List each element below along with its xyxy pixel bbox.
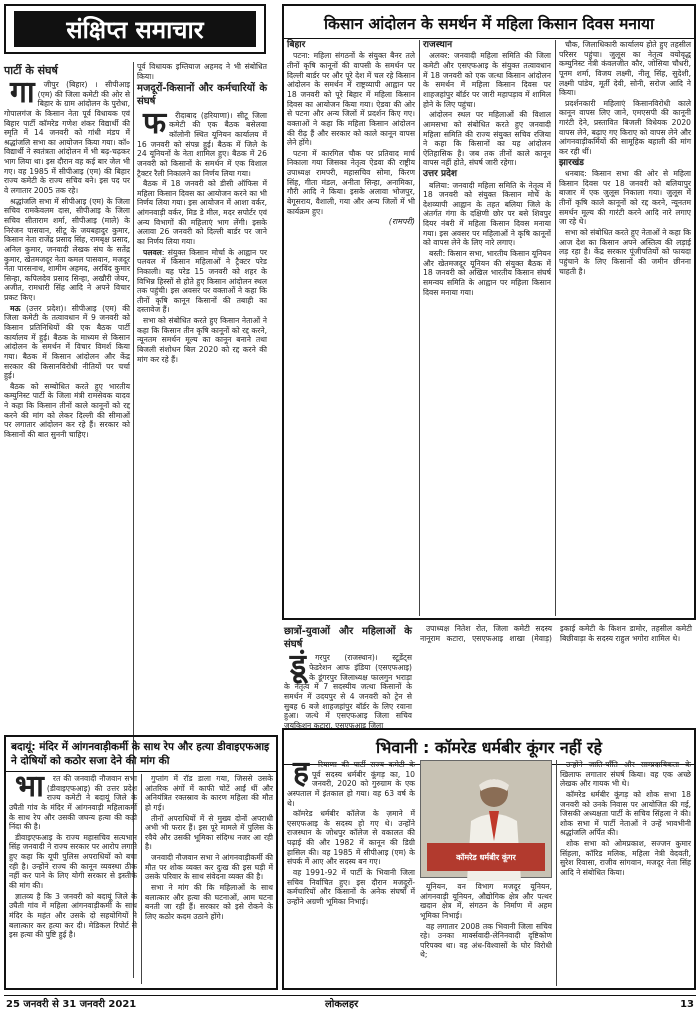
student-paragraph: डूं गरपुर (राजस्थान)। स्टूडेंट्स फेडरेशन आफ इंडिया (एसएफआइ) के डूंगरपुर जिलाध्यक्ष फालगुन भराड़ा के नेतृत्व में 7 सदस्यीय जत्था किसानों के समर्थन में उदयपुर से 4 जनवरी को ट्रेन से सुबह 6 बजे शाहजहांपुर बॉर्डर के लिए रवाना हुआ। जत्थे में एसएफआइ जिला सचिव जयकिशन कटारा, एसएफआइ जिला [284, 648, 412, 730]
budaun-title: बदायूं: मंदिर में आंगनवाड़ीकर्मी के साथ रेप और हत्या डीवाइएफआइ ने दोषियों को कठोर सजा देने की मांग की [6, 737, 276, 772]
brief2-paragraph: फ रीदाबाद (हरियाणा)। सीटू जिला कमेटी की एक बैठक बसेलवा कॉलोनी स्थित यूनियन कार्यालय में 16 जनवरी को संपन्न हुई। बैठक में जिले के 24 यूनियनों के नेता शामिल हुए। बैठक में 26 जनवरी को किसानों के समर्थन में एक विशाल ट्रैक्टर रैली निकालने का निर्णय लिया गया। [137, 105, 267, 178]
budaun-col-2 [145, 774, 273, 984]
main-col2-paragraph-2: आंदोलन स्थल पर महिलाओं की विशाल आमसभा को संबोधित करते हुए जनवादी महिला समिति की राज्य संयुक्त सचिव रजिया ने कहा कि किसानों का यह आंदोलन ऐतिहासिक है। जब तक तीनों काले कानून वापस नहीं होते, संघर्ष जारी रहेगा। [423, 110, 551, 168]
main-col2-place: राजस्थान [423, 40, 453, 50]
bhiwani-col-3 [560, 760, 691, 986]
brief1-heading: पार्टी के संघर्ष [4, 64, 58, 77]
footer-date: 25 जनवरी से 31 जनवरी 2021 [6, 999, 137, 1010]
brief2-dropcap: फ [143, 105, 167, 141]
budaun-paragraph-2: डीवाइएफआइ के राज्य महासचिव सत्यभान सिंह जनवादी ने राज्य सरकार पर आरोप लगाते हुए कहा कि यूपी पुलिस अपराधियों को बचा रही है। उन्होंने राज्य की कानून व्यवस्था ठीक नहीं कर पाने के लिए योगी सरकार से इस्तीफे की मांग की। [9, 832, 137, 891]
student-heading: छात्रों-युवाओं और महिलाओं के संघर्ष [284, 626, 412, 650]
column-divider [419, 40, 420, 616]
photo-caption: कॉमरेड धर्मबीर कूंगर [427, 843, 545, 871]
bhiwani-paragraph-7: कॉमरेड धर्मबीर कूंगड़ को शोक सभा 18 जनवरी को उनके निवास पर आयोजित की गई, जिसकी अध्यक्षता पार्टी के सचिव सिंहला ने की। शोक सभा में पार्टी नेताओं ने उन्हें भावभीनी श्रद्धांजलि अर्पित की। [560, 789, 691, 838]
budaun-paragraph-7: सभा ने मांग की कि महिलाओं के साथ बलात्कार और हत्या की घटनाओं, आम घटना बनती जा रही हैं। सरकार को इसे रोकने के लिए कठोर कदम उठाने होंगे। [145, 883, 273, 921]
main-col1-paragraph: पटना: महिला संगठनों के संयुक्त बैनर तले तीनों कृषि कानूनों की वापसी के समर्थन पर दिल्ली बार्डर पर और पूरे देश में चल रहे किसान आंदोलन के समर्थन में राष्ट्रव्यापी आह्वान पर 18 जनवरी को पूरे बिहार में महिला किसान दिवस का आयोजन किया गया। ऐडवा की ओर से पटना और अन्य जिलों में प्रदर्शन किए गए। वक्ताओं ने कहा कि महिला किसान आंदोलन की रीढ़ हैं और सरकार को काले कानून वापस लेने होंगे। [287, 51, 415, 148]
column-divider [556, 760, 557, 986]
column-divider [555, 40, 556, 616]
footer-page: 13 [680, 999, 694, 1010]
main-col2-paragraph: अलवर: जनवादी महिला समिति की जिला कमेटी और एसएफआइ के संयुक्त तत्वावधान में 18 जनवरी को एक जत्था किसान आंदोलन के समर्थन में महिला किसान दिवस पर शाहजहांपुर बॉर्डर पर जारी महापड़ाव में शामिल होने के लिए पहुंचा। [423, 51, 551, 109]
section-header [4, 4, 266, 54]
main-col2-paragraph-3: बलिया: जनवादी महिला समिति के नेतृत्व में 18 जनवरी को संयुक्त किसान मोर्चे के देशव्यापी आह्वान के तहत बलिया जिले के अंतर्गत गंगा के दक्षिणी छोर पर बसे शिवपुर दियर नंबरी में महिला किसान दिवस मनाया गया। इस अवसर पर महिलाओं ने कृषि कानूनों को वापस लेने के लिए नारे लगाए। [423, 180, 551, 248]
budaun-dropcap: भा [15, 769, 44, 804]
brief2-heading: मजदूरों-किसानों और कर्मचारियों के संघर्ष [137, 83, 267, 107]
main-col-2 [423, 40, 551, 616]
main-story-title: किसान आंदोलन के समर्थन में महिला किसान दिवस मनाया [284, 6, 694, 39]
section-title: संक्षिप्त समाचार [14, 11, 256, 47]
main-col3-paragraph-4: सभा को संबोधित करते हुए नेताओं ने कहा कि आज देश का किसान अपने अस्तित्व की लड़ाई लड़ रहा है। केंद्र सरकार पूंजीपतियों को फायदा पहुंचाने के लिए किसानों की जमीन छीनना चाहती है। [559, 227, 691, 276]
brief1-paragraph-3: मऊ (उत्तर प्रदेश)। सीपीआइ (एम) की जिला कमेटी के तत्वावधान में 9 जनवरी को किसान प्रतिनिधियों की एक बैठक पार्टी कार्यालय में हुई। बैठक के माध्यम से किसान आंदोलन के समर्थन में विचार विमर्श किया गया। बैठक में किसान आंदोलन और केंद्र सरकार की किसानविरोधी नीतियों पर चर्चा हुई। [4, 303, 130, 381]
brief2-paragraph-2: बैठक में 18 जनवरी को डीसी ऑफिस में महिला किसान दिवस का आयोजन करने का भी निर्णय लिया गया। इस आयोजन में आशा वर्कर, आंगनवाड़ी वर्कर, मिड डे मील, मदर सपोर्टर एवं अन्य विभागों की महिलाएं भाग लेंगी। इसके अलावा 26 जनवरी को दिल्ली बार्डर पर जाने का निर्णय लिया गया। [137, 179, 267, 246]
budaun-paragraph-5: तीनों अपराधियों में से मुख्य दोनों अपराधी अभी भी फरार हैं। इस पूरे मामले में पुलिस के रवैये और उसकी भूमिका संदिग्ध नजर आ रही है। [145, 813, 273, 852]
main-col2-place-2: उत्तर प्रदेश [423, 169, 457, 180]
student-paragraph-2: उपाध्यक्ष नितेश रोत, जिला कमेटी सदस्य नानूराम कटारा, एसएफआइ शाखा (मेवाड़) इकाई कमेटी के किशन डामोर, तहसील कमेटी बिछीवाड़ा के सदस्य राहुल भगोरा शामिल थे। [420, 624, 692, 643]
bhiwani-photo [420, 760, 552, 878]
main-col3-place: झारखंड [559, 157, 584, 168]
bhiwani-paragraph-6: उन्होंने जाति-पाँति और साम्प्रदायिकता के खिलाफ लगातार संघर्ष किया। वह एक अच्छे लेखक और गायक भी थे। [560, 760, 691, 789]
main-col3-paragraph: चौक, जिलाधिकारी कार्यालय होते हुए तहसील परिसर पहुंचा। जुलूस का नेतृत्व वयोवृद्ध कम्युनिस्ट नेत्री कंवलजीत कौर, जोसिया चौधरी, पूनम शर्मा, विजय लक्ष्मी, नीलू सिंह, सुदेशी, लक्ष्मी पांडेय, मूर्ती देवी, सोनी, सरोज आदि ने किया। [559, 40, 691, 98]
budaun-paragraph: भा रत की जनवादी नौजवान सभा (डीवाइएफआइ) की उत्तर प्रदेश राज्य कमेटी ने बदायूं जिले के उघैती गांव के मंदिर में आंगनवाड़ी महिलाकर्मी के साथ रेप और उसकी जघन्य हत्या की कड़ी निंदा की है। [9, 769, 137, 832]
bhiwani-paragraph-4: यूनियन, वन विभाग मजदूर यूनियन, आंगनवाड़ी यूनियन, औद्योगिक क्षेत्र और पत्थर खदान क्षेत्र में, संगठन के निर्माण में अहम भूमिका निभाई। [420, 882, 552, 920]
brief2-intro: पूर्व विधायक इम्तियाज अहमद ने भी संबोधित किया। [137, 62, 267, 81]
bhiwani-title: भिवानी : कॉमरेड धर्मबीर कूंगर नहीं रहे [284, 730, 694, 765]
footer-paper: लोकलहर [325, 999, 359, 1010]
column-divider [141, 774, 142, 984]
brief1-paragraph-2: श्रद्धांजलि सभा में सीपीआइ (एम) के जिला सचिव रामकेवलम दास, सीपीआइ के जिला सचिव सीताराम शर्मा, सीपीआइ (माले) के निरंजन पासवान, सीटू के जयबहादुर कुमार, किसान नेता राजेंद्र प्रसाद सिंह, रामबृक्ष प्रसाद, अनिल कुमार, जनवादी लेखक संघ के सतेंद्र कुमार, खेतमजदूर नेता कमल पासवान, मजदूर नेता पारसनाथ, शामीम अहमद, अरविंद कुमार सिन्हा, कपिलदेव प्रसाद सिन्हा, अखौरी जेयर, अजीत, रामधारी सिंह आदि ने अपने विचार प्रकट किए। [4, 196, 130, 303]
main-col3-paragraph-2: प्रदर्शनकारी महिलाएं किसानविरोधी काले कानून वापस लिए जाने, एमएसपी की कानूनी गारंटी देने, प्रस्तावित बिजली विधेयक 2020 वापस लेने, बढ़ाए गए किराए को वापस लेने और आंगनवाड़ीकर्मियों की सामूहिक बहाली की मांग कर रही थीं। [559, 98, 691, 157]
bhiwani-col-1 [287, 755, 415, 986]
student-brief [284, 624, 412, 730]
budaun-paragraph-3: ज्ञातव्य है कि 3 जनवरी को बदायूं जिले के उघैती गांव में महिला आंगनवाड़ीकर्मी के साथ मंदिर के महंत और उसके दो सहयोगियों ने बलात्कार कर हत्या कर दी। मेडिकल रिपोर्ट से इस हत्या की पुष्टि हुई है। [9, 891, 137, 940]
budaun-paragraph-6: जनवादी नौजवान सभा ने आंगनवाड़ीकर्मी की मौत पर शोक व्यक्त कर दुःख की इस घड़ी में उसके परिवार के साथ संवेदना व्यक्त की है। [145, 853, 273, 882]
budaun-paragraph-4: गुप्तांग में रॉड डाला गया, जिससे उसके आंतरिक अंगों में काफी चोटें आईं थीं और अनियंत्रित रक्तस्राव के कारण महिला की मौत हो गई। [145, 774, 273, 812]
bhiwani-paragraph-3: वह 1991-92 में पार्टी के भिवानी जिला सचिव निर्वाचित हुए। इस दौरान मजदूरों-कर्मचारियों और किसानों के अनेक संघर्षों में उन्होंने अग्रणी भूमिका निभाई। [287, 868, 415, 906]
student-brief-cont [420, 624, 692, 724]
bhiwani-paragraph: ह रियाणा की पार्टी राज्य कमेटी के पूर्व सदस्य धर्मबीर कूंगड़ का, 10 जनवरी, 2020 को गुरुग्राम के एक अस्पताल में इंतकाल हो गया। वह 63 वर्ष के थे। [287, 755, 415, 808]
brief2-paragraph-3: पलवल: संयुक्त किसान मोर्चा के आह्वान पर पलवल में किसान महिलाओं ने ट्रैक्टर परेड निकाली। यह परेड 15 जनवरी को शहर के विभिन्न हिस्सों से होते हुए किसान आंदोलन स्थल तक पहुंची। इस अवसर पर वक्ताओं ने कहा कि तीनों कृषि कानून किसानों की तबाही का दस्तावेज हैं। [137, 247, 267, 315]
brief1-paragraph-4: बैठक को सम्बोधित करते हुए भारतीय कम्युनिस्ट पार्टी के जिला मंत्री रामसेवक यादव ने कहा कि किसान तीनों काले कानूनों को रद्द करने की मांग को लेकर दिल्ली की सीमाओं पर लगातार आंदोलन कर रहे हैं। सरकार को किसानों की बात सुननी चाहिए। [4, 381, 130, 440]
brief1-dropcap: गा [10, 74, 35, 110]
main-col1-place: बिहार [287, 40, 306, 50]
main-col3-paragraph-3: धनबाद: किसान सभा की ओर से महिला किसान दिवस पर 18 जनवरी को बलियापुर बाजार में एक जुलूस निकाला गया। जुलूस में तीनों कृषि काले कानूनों को रद्द करने, न्यूनतम समर्थन मूल्य की गारंटी करने आदि नारे लगाए जा रहे थे। [559, 169, 691, 227]
main-signature: (रामपरी) [388, 217, 415, 227]
student-dropcap: डूं [290, 648, 307, 684]
main-col1-paragraph-2: पटना में कारगिल चौक पर प्रतिवाद मार्च निकाला गया जिसका नेतृत्व ऐडवा की राष्ट्रीय उपाध्यक्ष रामपरी, महासचिव सोमा, किरण सिंह, गीता मंडल, अनीता सिन्हा, अनामिका, गौरी आदि ने किया। इसके अलावा भोजपुर, बेगूसराय, वैशाली, गया और अन्य जिलों में भी कार्यक्रम हुए। [287, 148, 415, 216]
main-col-1 [287, 40, 415, 616]
bhiwani-paragraph-5: वह लगातार 2008 तक भिवानी जिला सचिव रहे। उनका मार्क्सवादी-लेनिनवादी दृष्टिकोण परिपक्व था। वह अंध-विश्वासों के घोर विरोधी थे; [420, 921, 552, 960]
bhiwani-col-2 [420, 882, 552, 986]
bhiwani-dropcap: ह [293, 755, 309, 790]
main-col-3 [559, 40, 691, 616]
brief1-paragraph: गा जीपुर (बिहार) । सीपीआइ (एम) की जिला कमेटी की ओर से बिहार के ग्राम आंदोलन के पुरोधा, गोपालगंज के किसान नेता पूर्व विधायक एवं बिहार पार्टी कॉमरेड गणेश शंकर विद्यार्थी की स्मृति में 14 जनवरी को गांधी मंडप में श्रद्धांजलि सभा का आयोजन किया गया। कॉ० विद्यार्थी ने स्वतंत्रता आंदोलन में भी बढ़-चढ़कर भाग लिया था। इस दौरान वह कई बार जेल भी गए। वह 1985 में सीपीआइ (एम) की बिहार राज्य कमेटी के राज्य सचिव बने। इस पद पर वे लगातार 2005 तक रहे। [4, 74, 130, 196]
bhiwani-paragraph-2: कॉमरेड धर्मबीर कॉलेज के ज़माने में एसएफआइ के सदस्य हो गए थे। उन्होंने राजस्थान के जोधपुर कॉलेज से वकालत की पढ़ाई की और 1982 में कानून की डिग्री हासिल की। वह 1985 में सीपीआइ (एम) के संपर्क में आए और सदस्य बन गए। [287, 809, 415, 867]
bhiwani-paragraph-8: शोक सभा को ओमप्रकाश, सज्जन कुमार सिंहला, कॉरिड मलिक, महिला नेत्री वेदवती, सुरेश रिवासा, राजीव सांगवान, मजदूर नेता सिंह आदि ने संबोधित किया। [560, 839, 691, 878]
budaun-col-1 [9, 769, 137, 984]
main-col2-paragraph-4: बस्ती: किसान सभा, भारतीय किसान यूनियन और खेतमजदूर यूनियन की संयुक्त बैठक में 18 जनवरी को अखिल भारतीय किसान संघर्ष समन्वय समिति के आह्वान पर महिला किसान दिवस मनाया गया। [423, 249, 551, 297]
brief2-paragraph-4: सभा को संबोधित करते हुए किसान नेताओं ने कहा कि किसान तीन कृषि कानूनों को रद्द करने, न्यूनतम समर्थन मूल्य का कानून बनाने तथा बिजली संशोधन बिल 2020 को रद्द करने की मांग कर रहे हैं। [137, 316, 267, 364]
